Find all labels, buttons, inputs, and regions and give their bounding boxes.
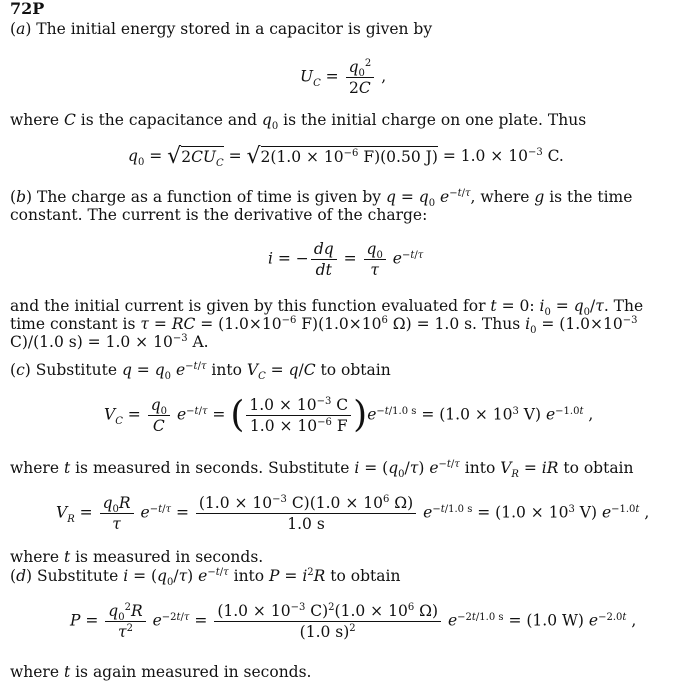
current-equation: i = − $\frac{dq}{dt}$ = $\frac{q_0}{\tau}$ $e^{-t/\tau}$	[268, 240, 424, 279]
part-c-after: where t is measured in seconds. Substitute $i = (q_0/\tau)$ $e^{-t/\tau}$ into $V_R$ = iR to obtain	[10, 459, 634, 480]
charge-equation: $q_0$ = √ $2CU_C$ = √ $2(1.0 \times 10^{-6}$ F)(0.50 J) = $1.0 \times 10^{-3}$ C.	[128, 144, 564, 169]
part-c-after2: where t is measured in seconds.	[10, 548, 264, 566]
problem-number: 72P	[10, 0, 45, 18]
part-d-after: where t is again measured in seconds.	[10, 663, 312, 681]
vr-equation: $V_R$ = $\frac{q_0R}{\tau}$ $e^{-t/\tau}$ = $\frac{(1.0 \times 10^{-3} C)(1.0 \times 10^6 \Omega)}{1.0 s}$ $e^{-t/1.0 s} = (1.0 \times 10^3$ V) $e^{-1.0t}$ ,	[56, 494, 650, 533]
energy-equation: $U_C$ = $\frac{q_0^2}{2C}$ ,	[300, 58, 387, 97]
part-a-intro: (a) The initial energy stored in a capacitor is given by	[10, 20, 433, 38]
part-d-intro: (d) Substitute $i = (q_0/\tau)$ $e^{-t/\tau}$ into $P = i^2R$ to obtain	[10, 567, 401, 588]
part-a-after: where C is the capacitance and $q_0$ is the initial charge on one plate. Thus	[10, 111, 587, 132]
power-equation: P = $\frac{q_0^2R}{\tau^2}$ $e^{-2t/\tau}$ = $\frac{(1.0 \times 10^{-3} C)^2(1.0 \times 10^6 \Omega)}{(1.0 s)^2}$ $e^{-2t/1.0 s} = (1.0$ W) $e^{-2.0t}$ ,	[70, 602, 637, 641]
part-b-text: (b) The charge as a function of time is given by $q = q_0$ $e^{-t/\tau}$, where g is the time constant. The current is the derivative of the charge:	[10, 188, 633, 224]
vc-equation: $V_C$ = $\frac{q_0}{C}$ $e^{-t/\tau}$ = ( $\frac{1.0 \times 10^{-3} C}{1.0 \times 10^{-6} F}$ )$e^{-t/1.0 s} = (1.0 \times 10^3$ V) $e^{-1.0t}$ ,	[104, 394, 594, 436]
part-b-after: and the initial current is given by this function evaluated for t = 0: $i_0 = q_0/\tau$. The time constant is τ = RC = ($1.0\times 10^{-6}$ $F)(1.0\times 10^6$ Ω) = 1.0 s. Thus $i_0 = (1.0\times 10^{-3}$ C)/(1.0 $s) = 1.0 \times 10^{-3}$ A.	[10, 297, 644, 351]
part-c-intro: (c) Substitute $q = q_0$ $e^{-t/\tau}$ into $V_C = q/C$ to obtain	[10, 361, 391, 382]
